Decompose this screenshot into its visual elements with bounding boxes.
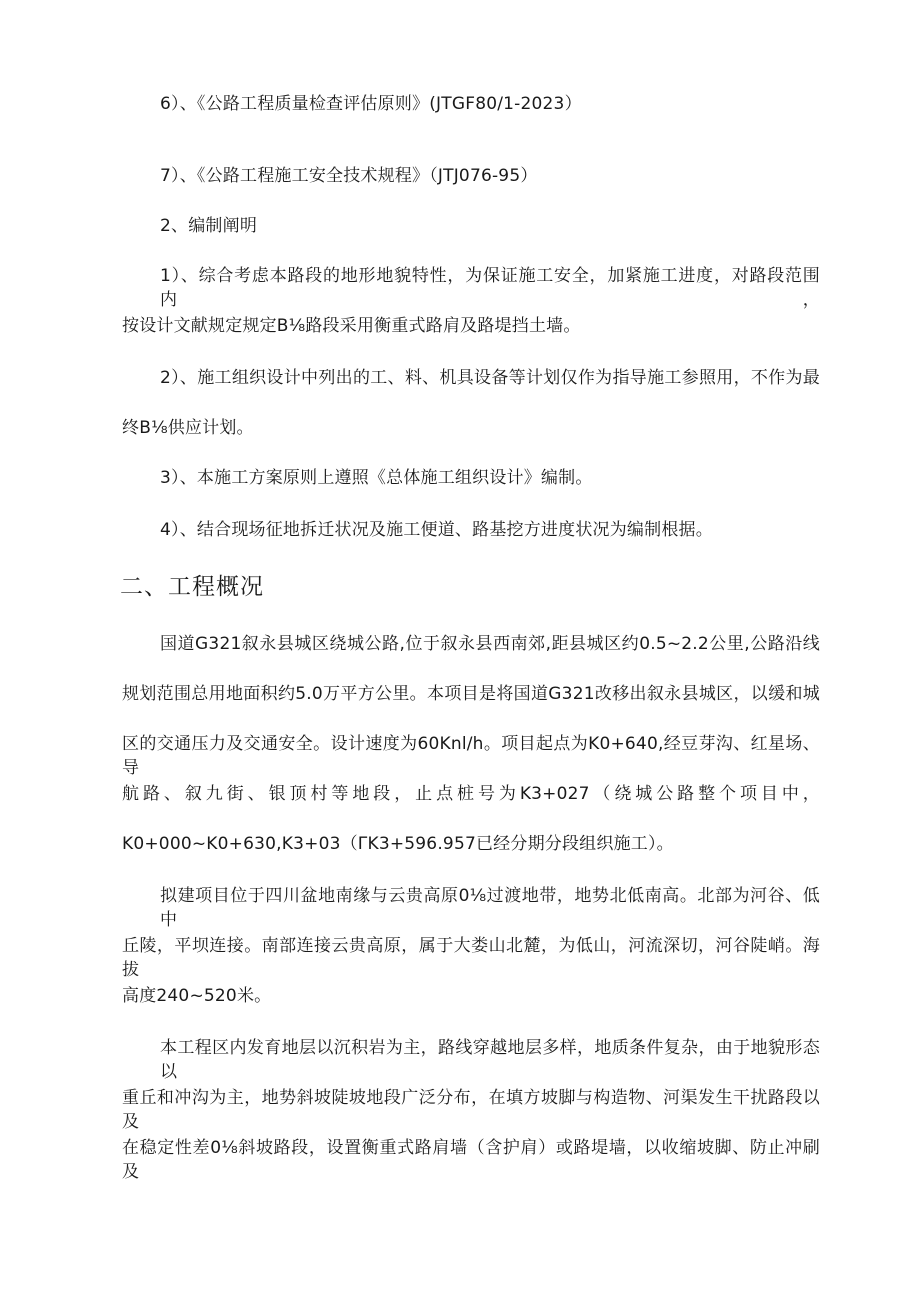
note-2-line-1: 2）、施工组织设计中列出的工、料、机具设备等计划仅作为指导施工参照用，不作为最 [160, 368, 820, 388]
overview-p1-line-1: 国道G321叙永县城区绕城公路,位于叙永县西南郊,距县城区约0.5~2.2公里,公路沿线 [160, 634, 820, 654]
section-heading: 二、工程概况 [120, 574, 264, 600]
overview-p2-line-3: 高度240~520米。 [122, 986, 272, 1006]
section-subheading: 2、编制阐明 [160, 216, 258, 236]
overview-p2-line-2: 丘陵，平坝连接。南部连接云贵高原，属于大娄山北麓，为低山，河流深切，河谷陡峭。海拔 [122, 936, 820, 980]
overview-p3-line-2: 重丘和冲沟为主，地势斜坡陡坡地段广泛分布，在填方坡脚与构造物、河渠发生干扰路段以及 [122, 1088, 820, 1132]
overview-p2-line-1: 拟建项目位于四川盆地南缘与云贵高原0⅛过渡地带，地势北低南高。北部为河谷、低中 [160, 886, 820, 930]
note-3: 3）、本施工方案原则上遵照《总体施工组织设计》编制。 [160, 468, 593, 488]
overview-p1-line-5: K0+000~K0+630,K3+03（ΓK3+596.957已经分期分段组织施工）。 [122, 834, 674, 854]
overview-p1-line-2: 规划范围总用地面积约5.0万平方公里。本项目是将国道G321改移出叙永县城区，以缓和城 [122, 684, 820, 704]
note-4: 4）、结合现场征地拆迁状况及施工便道、路基挖方进度状况为编制根据。 [160, 520, 713, 540]
overview-p3-line-1: 本工程区内发育地层以沉积岩为主，路线穿越地层多样，地质条件复杂，由于地貌形态以 [160, 1038, 820, 1082]
reference-item-6: 6）、《公路工程质量检查评估原则》(JTGF80/1-2023） [160, 94, 582, 114]
overview-p1-line-4: 航路、叙九街、银顶村等地段，止点桩号为K3+027（绕城公路整个项目中， [122, 784, 820, 804]
note-1-line-2: 按设计文献规定规定B⅛路段采用衡重式路肩及路堤挡土墙。 [122, 316, 581, 336]
note-1-line-1: 1）、综合考虑本路段的地形地貌特性，为保证施工安全，加紧施工进度，对路段范围内， [160, 266, 820, 310]
reference-item-7: 7）、《公路工程施工安全技术规程》（JTJ076-95） [160, 166, 538, 186]
note-2-line-2: 终B⅛供应计划。 [122, 418, 254, 438]
overview-p1-line-3: 区的交通压力及交通安全。设计速度为60Knl/h。项目起点为K0+640,经豆芽沟、红星场、导 [122, 734, 820, 778]
overview-p3-line-3: 在稳定性差0⅛斜坡路段，设置衡重式路肩墙（含护肩）或路堤墙，以收缩坡脚、防止冲刷及 [122, 1138, 820, 1182]
